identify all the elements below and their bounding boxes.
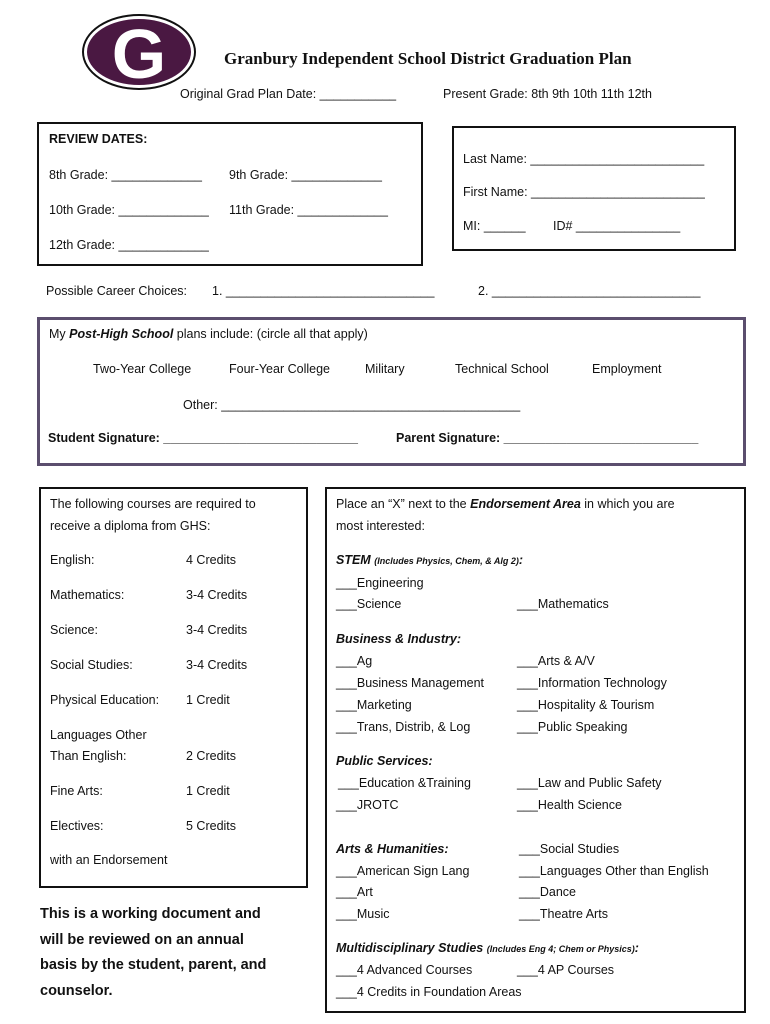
endorsement-option[interactable]: ___Trans, Distrib, & Log (336, 720, 471, 734)
endorsement-option[interactable]: ___Ag (336, 654, 373, 668)
school-logo: G (82, 14, 196, 90)
course-name: Electives: (50, 819, 104, 833)
post-lead: My Post-High School plans include: (circle all that apply) (49, 327, 368, 341)
endorsement-option[interactable]: ___Languages Other than English (519, 864, 709, 878)
review-dates-box (37, 122, 423, 266)
endorsement-option[interactable]: ___Law and Public Safety (517, 776, 662, 790)
course-credits: 2 Credits (186, 749, 237, 763)
endorsement-option[interactable]: ___Engineering (336, 576, 424, 590)
course-name: Social Studies: (50, 658, 133, 672)
endorsement-option[interactable]: ___Mathematics (517, 597, 609, 611)
course-name: Fine Arts: (50, 784, 103, 798)
endorsement-option[interactable]: ___Arts & A/V (517, 654, 595, 668)
page-title: Granbury Independent School District Graduation Plan (224, 49, 632, 68)
career-choice-1: 1. ______________________________ (212, 284, 435, 298)
review-10th: 10th Grade: _____________ (49, 203, 209, 217)
endorsement-note: with an Endorsement (50, 853, 168, 867)
endorsement-option[interactable]: ___Public Speaking (517, 720, 628, 734)
endorsement-option[interactable]: ___Marketing (336, 698, 412, 712)
course-name: Science: (50, 623, 98, 637)
review-8th: 8th Grade: _____________ (49, 168, 202, 182)
parent-signature: Parent Signature: ____________________________ (396, 431, 699, 445)
course-name: Languages Other (50, 728, 147, 742)
option-employment: Employment (592, 362, 662, 376)
endorsement-option[interactable]: ___Dance (519, 885, 576, 899)
original-date-field: Original Grad Plan Date: ___________ (180, 87, 397, 101)
course-name: English: (50, 553, 95, 567)
endorsement-option[interactable]: ___Information Technology (517, 676, 667, 690)
student-info-box (452, 126, 736, 251)
course-name: Physical Education: (50, 693, 160, 707)
option-two-year: Two-Year College (93, 362, 192, 376)
endorsement-intro: Place an “X” next to the Endorsement Area in which you are (336, 497, 675, 511)
course-credits: 4 Credits (186, 553, 237, 567)
student-signature: Student Signature: ____________________________ (48, 431, 358, 445)
courses-intro: The following courses are required to (50, 497, 256, 511)
course-credits: 5 Credits (186, 819, 237, 833)
endorsement-option[interactable]: ___JROTC (336, 798, 399, 812)
option-four-year: Four-Year College (229, 362, 330, 376)
review-12th: 12th Grade: _____________ (49, 238, 209, 252)
public-services-heading: Public Services: (336, 754, 433, 768)
endorsement-option[interactable]: ___Art (336, 885, 373, 899)
career-choice-2: 2. ______________________________ (478, 284, 701, 298)
option-military: Military (365, 362, 405, 376)
last-name-field: Last Name: _________________________ (463, 152, 705, 166)
stem-heading: STEM (Includes Physics, Chem, & Alg 2): (336, 553, 524, 567)
course-credits: 1 Credit (186, 693, 230, 707)
endorsement-option[interactable]: ___American Sign Lang (336, 864, 470, 878)
multidisciplinary-heading: Multidisciplinary Studies (Includes Eng 4; Chem or Physics): (336, 941, 639, 955)
endorsement-option[interactable]: ___4 AP Courses (517, 963, 615, 977)
post-high-school-box (37, 317, 746, 466)
endorsement-option[interactable]: ___Education &Training (338, 776, 471, 790)
course-credits: 3-4 Credits (186, 588, 248, 602)
id-field: ID# _______________ (553, 219, 681, 233)
mi-field: MI: ______ (463, 219, 526, 233)
course-name-cont: Than English: (50, 749, 127, 763)
endorsement-option[interactable]: ___4 Advanced Courses (336, 963, 473, 977)
endorsement-intro-2: most interested: (336, 519, 425, 533)
endorsement-box (325, 487, 746, 1013)
present-grade: Present Grade: 8th 9th 10th 11th 12th (443, 87, 652, 101)
endorsement-option[interactable]: ___Theatre Arts (519, 907, 608, 921)
review-11th: 11th Grade: _____________ (229, 203, 388, 217)
review-heading: REVIEW DATES: (49, 132, 148, 146)
endorsement-option[interactable]: ___Hospitality & Tourism (517, 698, 655, 712)
endorsement-option[interactable]: ___4 Credits in Foundation Areas (336, 985, 522, 999)
first-name-field: First Name: _________________________ (463, 185, 705, 199)
endorsement-option[interactable]: ___Social Studies (519, 842, 620, 856)
business-heading: Business & Industry: (336, 632, 462, 646)
course-credits: 3-4 Credits (186, 623, 248, 637)
endorsement-option[interactable]: ___Health Science (517, 798, 622, 812)
working-document-note: This is a working document and will be reviewed on an annual basis by the student, parent, and counselor. (40, 906, 267, 999)
arts-heading: Arts & Humanities: (336, 842, 449, 856)
other-field: Other: ___________________________________________ (183, 398, 521, 412)
endorsement-option[interactable]: ___Science (336, 597, 402, 611)
courses-intro-2: receive a diploma from GHS: (50, 519, 211, 533)
required-courses-box (39, 487, 308, 888)
course-name: Mathematics: (50, 588, 125, 602)
course-credits: 1 Credit (186, 784, 230, 798)
review-9th: 9th Grade: _____________ (229, 168, 382, 182)
endorsement-option[interactable]: ___Business Management (336, 676, 485, 690)
course-credits: 3-4 Credits (186, 658, 248, 672)
career-label: Possible Career Choices: (46, 284, 188, 298)
option-technical: Technical School (455, 362, 549, 376)
endorsement-option[interactable]: ___Music (336, 907, 390, 921)
